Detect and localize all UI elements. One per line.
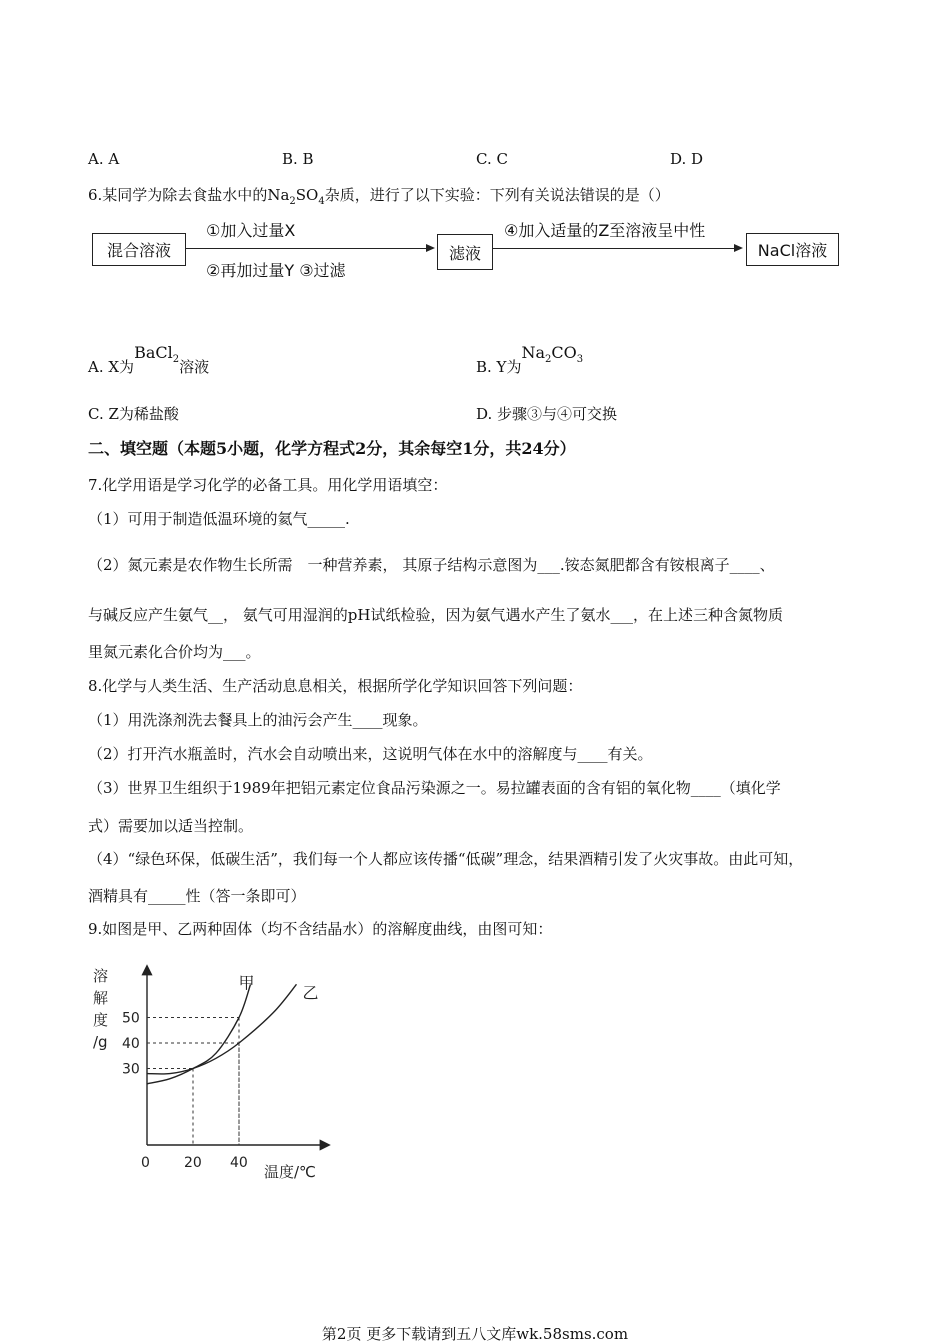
q8-stem: 8.化学与人类生活、生产活动息息相关，根据所学化学知识回答下列问题： — [88, 677, 583, 695]
flow-arrow-2 — [493, 248, 741, 249]
series-curve-yi — [147, 984, 297, 1074]
series-label-jia: 甲 — [238, 973, 255, 993]
x-axis-label: 温度/℃ — [264, 1163, 316, 1181]
q7-part-1: （1）可用于制造低温环境的氦气_____. — [88, 510, 350, 528]
q5-option-a: A. A — [88, 150, 120, 168]
x-tick-label: 20 — [184, 1155, 202, 1171]
x-tick-label: 0 — [141, 1155, 150, 1171]
q8-part-4-line-1: （4）“绿色环保，低碳生活”，我们每一个人都应该传播“低碳”理念，结果酒精引发了火灾事故。由此可知， — [88, 850, 804, 868]
q6-option-c: C. Z为稀盐酸 — [88, 405, 179, 423]
q6-option-a: A. X为BaCl$_2$溶液 — [88, 343, 210, 376]
x-tick-label: 40 — [230, 1155, 248, 1171]
q8-part-1: （1）用洗涤剂洗去餐具上的油污会产生____现象。 — [88, 711, 428, 729]
q8-part-2: （2）打开汽水瓶盖时，汽水会自动喷出来，这说明气体在水中的溶解度与____有关。 — [88, 745, 653, 763]
y-tick-label: 50 — [122, 1010, 140, 1027]
q8-part-3-line-1: （3）世界卫生组织于1989年把铝元素定位食品污染源之一。易拉罐表面的含有铝的氧化物____（填化学 — [88, 779, 781, 797]
q5-option-d: D. D — [670, 150, 704, 168]
flow-step-4: ④加入适量的Z至溶液呈中性 — [504, 221, 706, 240]
y-axis-label-char: 解 — [93, 989, 109, 1007]
q7-part-2-line-3: 里氮元素化合价均为___。 — [88, 643, 261, 661]
page-footer: 第2页 更多下载请到五八文库wk.58sms.com — [321, 1325, 629, 1343]
section-2-title: 二、填空题（本题5小题，化学方程式2分，其余每空1分，共24分） — [88, 439, 576, 458]
flow-box-mixed-solution: 混合溶液 — [92, 233, 186, 266]
q5-option-b: B. B — [282, 150, 314, 168]
q6-stem: 6.某同学为除去食盐水中的$Na_2SO_4$杂质，进行了以下实验：下列有关说法错误的是（） — [88, 186, 670, 207]
q7-part-2-line-2: 与碱反应产生氨气__， 氨气可用湿润的pH试纸检验，因为氨气遇水产生了氨水___，在上述三种含氮物质 — [88, 606, 783, 624]
series-label-yi: 乙 — [302, 983, 319, 1003]
q8-part-4-line-2: 酒精具有_____性（答一条即可） — [88, 887, 306, 905]
q8-part-3-line-2: 式）需要加以适当控制。 — [88, 817, 254, 835]
flow-box-nacl-solution: NaCl溶液 — [746, 233, 839, 266]
y-tick-label: 30 — [122, 1061, 140, 1078]
q9-stem: 9.如图是甲、乙两种固体（均不含结晶水）的溶解度曲线，由图可知： — [88, 920, 553, 938]
y-axis-label-char: 度 — [93, 1011, 109, 1029]
flow-step-1: ①加入过量X — [206, 221, 296, 240]
flow-box-filtrate: 滤液 — [437, 234, 493, 270]
q7-part-2-line-1: （2）氮元素是农作物生长所需 一种营养素， 其原子结构示意图为___.铵态氮肥都含有铵根离子____、 — [88, 556, 775, 574]
q5-option-c: C. C — [476, 150, 508, 168]
solubility-chart — [80, 955, 340, 1185]
flow-arrow-1 — [185, 248, 433, 249]
q6-option-d: D. 步骤③与④可交换 — [476, 405, 618, 423]
y-tick-label: 40 — [122, 1036, 140, 1052]
y-axis-label-char: 溶 — [93, 967, 109, 985]
flow-step-2-3: ②再加过量Y ③过滤 — [206, 261, 346, 280]
y-axis-label-char: /g — [93, 1033, 108, 1051]
series-curve-jia — [147, 984, 251, 1083]
q6-option-b: B. Y为$Na_2CO_3$ — [476, 343, 584, 376]
q7-stem: 7.化学用语是学习化学的必备工具。用化学用语填空： — [88, 476, 448, 494]
